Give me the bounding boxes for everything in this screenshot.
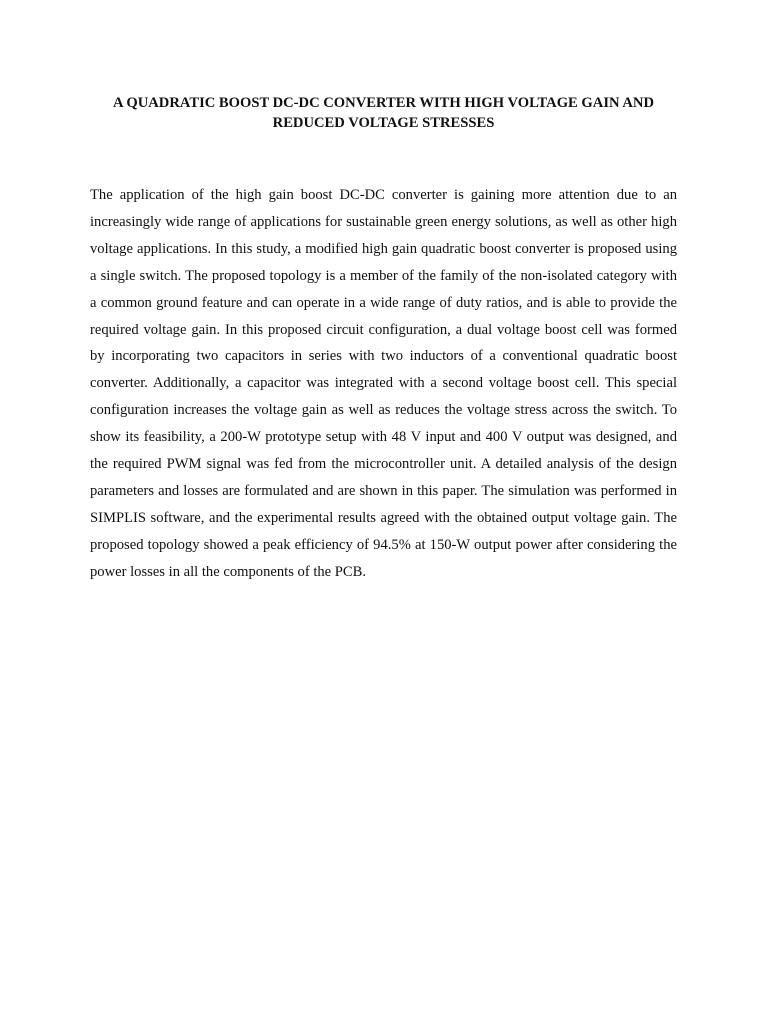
abstract-paragraph: The application of the high gain boost DC-DC converter is gaining more attention due to an increasingly wide range of applications for sustainable green energy solutions, as well as other high voltage applications. In this study, a modified high gain quadratic boost converter is proposed using a single switch. The proposed topology is a member of the family of the non-isolated category with a common ground feature and can operate in a wide range of duty ratios, and is able to provide the required voltage gain. In this proposed circuit configuration, a dual voltage boost cell was formed by incorporating two capacitors in series with two inductors of a conventional quadratic boost converter. Additionally, a capacitor was integrated with a second voltage boost cell. This special configuration increases the voltage gain as well as reduces the voltage stress across the switch. To show its feasibility, a 200-W prototype setup with 48 V input and 400 V output was designed, and the required PWM signal was fed from the microcontroller unit. A detailed analysis of the design parameters and losses are formulated and are shown in this paper. The simulation was performed in SIMPLIS software, and the experimental results agreed with the obtained output voltage gain. The proposed topology showed a peak efficiency of 94.5% at 150-W output power after considering the power losses in all the components of the PCB.: [90, 187, 677, 580]
paper-title: A QUADRATIC BOOST DC-DC CONVERTER WITH HIGH VOLTAGE GAIN AND REDUCED VOLTAGE STRESSES: [112, 95, 654, 131]
